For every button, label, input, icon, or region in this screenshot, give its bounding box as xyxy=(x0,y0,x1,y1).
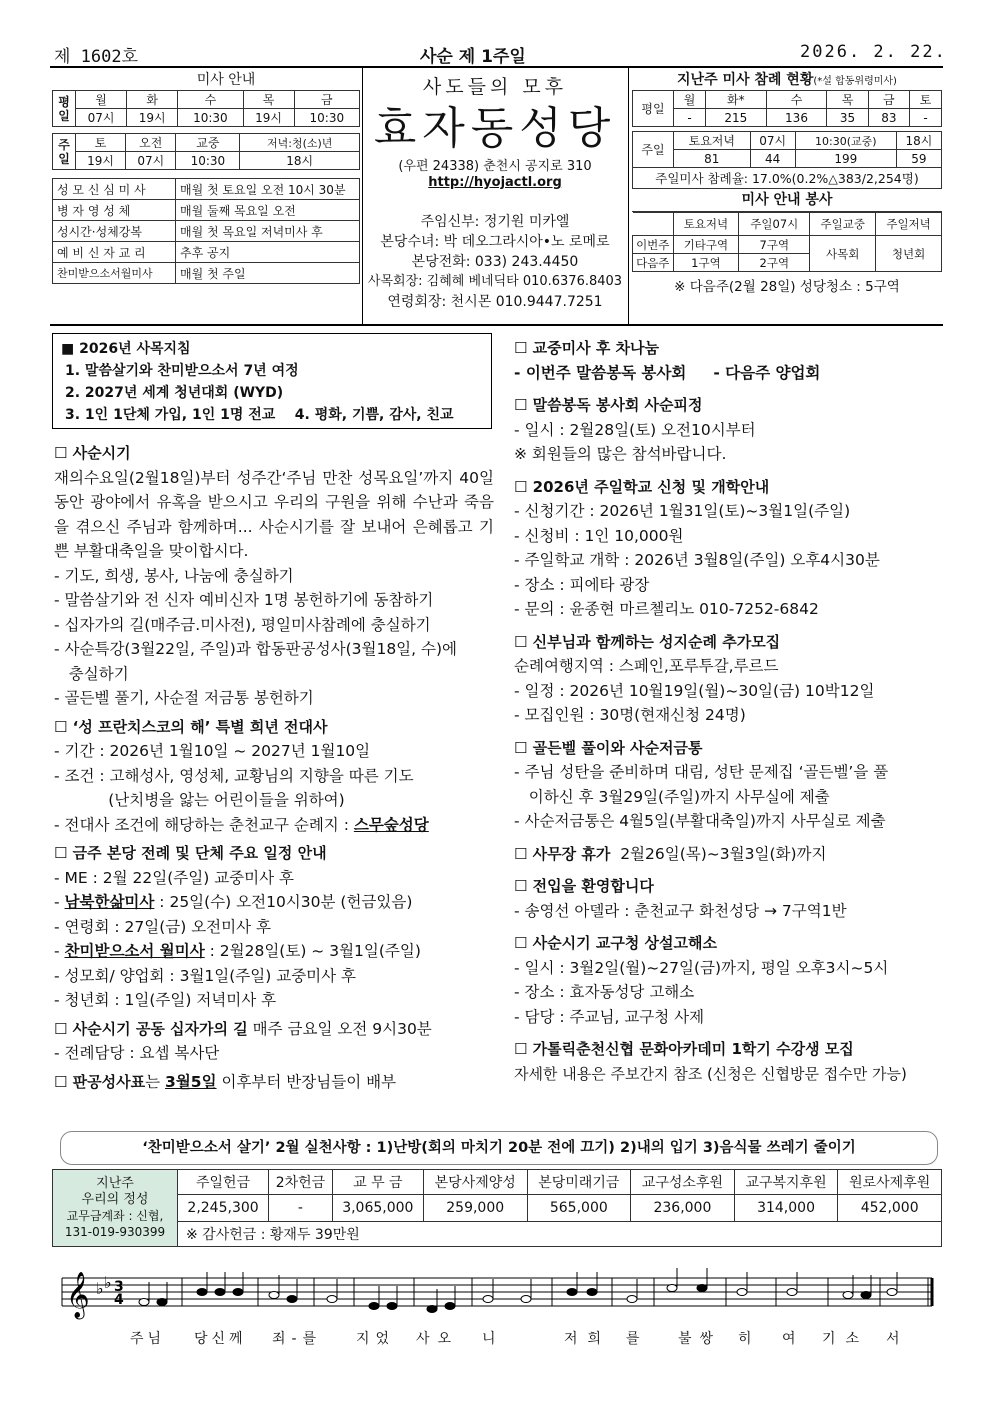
week-item-text: - 연령회 : 27일(금) 오전미사 후 xyxy=(54,917,271,936)
staff-line: 사목회장: 김혜혜 베네딕타 010.6376.8403 xyxy=(367,274,623,289)
offering-value: 2,245,300 xyxy=(178,1195,269,1222)
service-main-mass: 사목회 xyxy=(810,236,876,272)
week-item-highlight: 남북한삶미사 xyxy=(64,893,155,911)
confession-card-text: 이후부터 반장님들이 배부 xyxy=(216,1072,397,1091)
jubilee-title: ☐ ‘성 프란치스코의 해’ 특별 희년 전대사 xyxy=(54,717,328,736)
service-head: 토요저녁 xyxy=(673,213,739,236)
week-item xyxy=(54,890,494,915)
service-cell: 1구역 xyxy=(673,254,739,272)
left-column xyxy=(54,441,494,1094)
offering-head: 교구성소후원 xyxy=(631,1170,735,1195)
other-mass-table xyxy=(52,178,360,284)
church-url[interactable]: http://hyojactl.org xyxy=(428,175,562,190)
attendance-panel xyxy=(632,70,942,295)
school-item: - 주일학교 개학 : 2026년 3월8일(주일) 오후4시30분 xyxy=(514,551,880,569)
service-this-week-label: 이번주 xyxy=(633,236,674,254)
service-table xyxy=(632,212,942,272)
music-note xyxy=(627,1296,637,1303)
sunday-label-1: 주 xyxy=(58,137,70,152)
policy-title: ■ 2026년 사목지침 xyxy=(61,341,191,357)
att-day: 월 xyxy=(674,91,706,109)
week-item-text: - 성모회/ 양업회 : 3월1일(주일) 교중미사 후 xyxy=(54,966,357,985)
weekday-attendance-table xyxy=(632,90,942,127)
confession-card-text: 는 xyxy=(145,1072,166,1091)
music-note xyxy=(861,1292,871,1299)
music-note xyxy=(483,1296,493,1303)
weekday-label-1: 평 xyxy=(58,94,70,109)
hymn-notation xyxy=(52,1264,942,1324)
policy-box xyxy=(52,333,492,429)
lyric: 죄-를 xyxy=(272,1331,323,1347)
sunday-attendance-table xyxy=(632,131,942,189)
hymn-lyrics xyxy=(52,1328,942,1352)
lyric: 니 xyxy=(482,1331,496,1347)
misc-value: 매월 첫 주일 xyxy=(176,263,360,284)
sunday-time-morning: 07시 xyxy=(126,152,176,170)
music-note xyxy=(567,1289,577,1296)
att-sun-head: 07시 xyxy=(750,132,795,150)
offering-value: 452,000 xyxy=(838,1195,942,1222)
sunday-time-main: 10:30 xyxy=(176,152,240,170)
confession-card-date: 3월5일 xyxy=(165,1072,217,1091)
day-fri: 금 xyxy=(294,91,359,109)
lyric: 를 xyxy=(626,1331,640,1347)
jubilee-item: (난치병을 앓는 어린이들을 위하여) xyxy=(54,791,345,809)
issue-number: 제 1602호 xyxy=(54,47,139,67)
goldenbell-title: ☐ 골든벨 풀이와 사순저금통 xyxy=(514,738,703,757)
service-cell: 7구역 xyxy=(739,236,810,254)
music-note xyxy=(445,1303,455,1310)
vacation-title: ☐ 사무장 휴가 xyxy=(514,844,611,863)
sunday-time-sat: 19시 xyxy=(76,152,126,170)
jubilee-item: - 조건 : 고해성사, 영성체, 교황님의 지향을 따른 기도 xyxy=(54,766,414,785)
att-count: 215 xyxy=(705,109,766,127)
offering-value: 236,000 xyxy=(631,1195,735,1222)
week-item-text: - ME : 2월 22일(주일) 교중미사 후 xyxy=(54,868,294,887)
jubilee-pilgrim-site: 스무숲성당 xyxy=(353,815,429,834)
time-wed: 10:30 xyxy=(178,109,243,127)
lyric: 기소 xyxy=(822,1331,870,1347)
academy-item: 자세한 내용은 주보간지 참조 (신청은 신협방문 접수만 가능) xyxy=(514,1064,907,1083)
staff-line: 연령회장: 천시몬 010.9447.7251 xyxy=(387,294,603,310)
retreat-item: ※ 회원들의 많은 참석바랍니다. xyxy=(514,445,727,463)
attendance-weekday-label: 평일 xyxy=(633,91,674,127)
offering-label-cell xyxy=(53,1170,178,1247)
day-tue: 화 xyxy=(127,91,178,109)
lyric: 여 xyxy=(782,1331,796,1347)
day-mon: 월 xyxy=(76,91,127,109)
attendance-note: (*설 합동위령미사) xyxy=(813,76,897,87)
lent-item: 충실하기 xyxy=(54,664,129,683)
music-note xyxy=(369,1303,379,1310)
att-sun-count: 199 xyxy=(795,150,896,168)
academy-title: ☐ 가톨릭춘천신협 문화아카데미 1학기 수강생 모집 xyxy=(514,1040,854,1058)
tea-title: ☐ 교중미사 후 차나눔 xyxy=(514,339,660,357)
lyric: 사오 xyxy=(416,1331,460,1347)
misc-key: 성 모 신 심 미 사 xyxy=(53,179,176,200)
practice-banner: ‘찬미받으소서 살기’ 2월 실천사항 : 1)난방(회의 마치기 20분 전에 끄기) 2)내의 입기 3)음식물 쓰레기 줄이기 xyxy=(60,1131,938,1165)
church-address: (우편 24338) 춘천시 공지로 310 xyxy=(398,159,592,174)
misc-key: 예 비 신 자 교 리 xyxy=(53,242,176,263)
music-note xyxy=(737,1289,747,1296)
music-note xyxy=(233,1289,243,1296)
offering-head: 원로사제후원 xyxy=(838,1170,942,1195)
att-sun-head: 토요저녁 xyxy=(674,132,751,150)
misc-key: 성시간·성체강복 xyxy=(53,221,176,242)
issue-date: 2026. 2. 22. xyxy=(800,42,947,62)
policy-item: 2. 2027년 세계 청년대회 (WYD) xyxy=(65,385,284,401)
att-count: - xyxy=(910,109,942,127)
service-head: 주일07시 xyxy=(739,213,810,236)
music-note xyxy=(197,1289,207,1296)
offering-value: 314,000 xyxy=(734,1195,838,1222)
offering-head: 교 무 금 xyxy=(332,1170,423,1195)
svg-text:𝄞: 𝄞 xyxy=(66,1272,90,1318)
offering-label: 지난주 xyxy=(96,1176,134,1191)
offering-account: 교무금계좌 : 신협, xyxy=(66,1209,164,1223)
offering-panel xyxy=(52,1169,942,1247)
music-note xyxy=(887,1289,897,1296)
service-cell: 기타구역 xyxy=(673,236,739,254)
staff-line: 본당전화: 033) 243.4450 xyxy=(411,254,579,270)
confession-item: - 장소 : 효자동성당 고해소 xyxy=(514,983,695,1001)
att-count: 83 xyxy=(868,109,909,127)
lyric: 주님 xyxy=(130,1331,166,1347)
school-item: - 장소 : 피에타 광장 xyxy=(514,575,650,594)
jubilee-pilgrim-label: - 전대사 조건에 해당하는 춘천교구 순례지 : xyxy=(54,815,354,834)
att-sun-count: 59 xyxy=(896,150,941,168)
time-fri: 10:30 xyxy=(294,109,359,127)
goldenbell-item: 이하신 후 3월29일(주일)까지 사무실에 제출 xyxy=(514,787,830,806)
school-item: - 신청기간 : 2026년 1월31일(토)~3월1일(주일) xyxy=(514,502,851,520)
service-head: 주일교중 xyxy=(810,213,876,236)
staff-line: 주임신부: 정기원 미카엘 xyxy=(420,214,570,230)
music-note xyxy=(387,1303,397,1310)
offering-head: 교구복지후원 xyxy=(734,1170,838,1195)
att-count: 136 xyxy=(766,109,827,127)
day-thu: 목 xyxy=(243,91,294,109)
sunday-head-sat: 토 xyxy=(76,134,126,152)
misc-value: 매월 둘째 목요일 오전 xyxy=(176,200,360,221)
liturgical-week: 사순 제 1주일 xyxy=(420,47,526,67)
mass-info-title: 미사 안내 xyxy=(196,72,256,88)
cross-item: - 전례담당 : 요셉 복사단 xyxy=(54,1044,220,1062)
att-day: 토 xyxy=(910,91,942,109)
music-note xyxy=(787,1289,797,1296)
att-sun-count: 81 xyxy=(674,150,751,168)
retreat-title: ☐ 말씀봉독 봉사회 사순피정 xyxy=(514,396,703,414)
week-item xyxy=(54,964,494,989)
school-item: - 문의 : 윤종현 마르첼리노 010-7252-6842 xyxy=(514,600,819,618)
music-note xyxy=(697,1285,707,1292)
cross-title: ☐ 사순시기 공동 십자가의 길 xyxy=(54,1019,248,1038)
att-day: 금 xyxy=(868,91,909,109)
offering-table xyxy=(52,1169,942,1247)
church-staff xyxy=(364,212,626,312)
offering-head: 본당미래기금 xyxy=(527,1170,631,1195)
music-note xyxy=(587,1289,597,1296)
week-item-text: - xyxy=(54,893,65,911)
pilgrimage-title: ☐ 신부님과 함께하는 성지순례 추가모집 xyxy=(514,632,781,651)
mass-info-panel xyxy=(52,70,360,284)
pilgrimage-item: - 일정 : 2026년 10월19일(월)~30일(금) 10박12일 xyxy=(514,681,875,700)
music-staff xyxy=(52,1264,942,1364)
sunday-label-2: 일 xyxy=(58,151,70,166)
att-sun-count: 44 xyxy=(750,150,795,168)
lyric: 당신께 xyxy=(194,1331,247,1347)
school-title: ☐ 2026년 주일학교 신청 및 개학안내 xyxy=(514,477,770,496)
att-day: 화* xyxy=(705,91,766,109)
misc-key: 병 자 영 성 체 xyxy=(53,200,176,221)
music-note xyxy=(157,1299,167,1306)
weekday-label-2: 일 xyxy=(58,108,70,123)
service-evening-mass: 청년회 xyxy=(876,236,942,272)
goldenbell-item: - 주님 성탄을 준비하며 대림, 성탄 문제집 ‘골든벨’을 풀 xyxy=(514,763,889,781)
offering-value: 259,000 xyxy=(423,1195,527,1222)
confession-card-title: ☐ 판공성사표 xyxy=(54,1072,146,1091)
music-note xyxy=(215,1289,225,1296)
att-sun-head: 10:30(교중) xyxy=(795,132,896,150)
attendance-rate: 주일미사 참례율: 17.0%(0.2%△383/2,254명) xyxy=(633,168,942,189)
lyric: 저희 xyxy=(564,1331,612,1347)
jubilee-item: - 기간 : 2026년 1월10일 ~ 2027년 1월10일 xyxy=(54,742,371,760)
offering-account: 131-019-930399 xyxy=(64,1225,166,1239)
att-sun-head: 18시 xyxy=(896,132,941,150)
policy-item: 1. 말씀살기와 찬미받으소서 7년 여정 xyxy=(65,363,299,379)
week-item xyxy=(54,939,494,964)
tea-line: - 이번주 말씀봉독 봉사회 - 다음주 양업회 xyxy=(514,363,821,382)
svg-text:4: 4 xyxy=(114,1292,124,1308)
offering-value: 565,000 xyxy=(527,1195,631,1222)
confession-item: - 담당 : 주교님, 교구청 사제 xyxy=(514,1007,705,1026)
svg-text:♭: ♭ xyxy=(96,1279,104,1298)
week-item xyxy=(54,988,494,1013)
pilgrimage-item: 순례여행지역 : 스페인,포루투갈,루르드 xyxy=(514,657,779,675)
week-item-text: - xyxy=(54,942,65,960)
offering-value: 3,065,000 xyxy=(332,1195,423,1222)
att-day: 목 xyxy=(827,91,868,109)
goldenbell-item: - 사순저금통은 4월5일(부활대축일)까지 사무실로 제출 xyxy=(514,812,886,830)
school-item: - 신청비 : 1인 10,000원 xyxy=(514,526,684,545)
thanks-offering: ※ 감사헌금 : 황재두 39만원 xyxy=(178,1222,942,1247)
cross-time: 매주 금요일 오전 9시30분 xyxy=(247,1019,432,1038)
att-day: 수 xyxy=(766,91,827,109)
confession-title: ☐ 사순시기 교구청 상설고해소 xyxy=(514,934,717,952)
vacation-dates: 2월26일(목)~3월3일(화)까지 xyxy=(610,844,827,863)
lyric: 히 xyxy=(738,1331,752,1347)
lent-item: - 기도, 희생, 봉사, 나눔에 충실하기 xyxy=(54,566,294,585)
music-note xyxy=(139,1299,149,1306)
week-item-text: : 2월28일(토) ~ 3월1일(주일) xyxy=(204,942,421,960)
attendance-title: 지난주 미사 참례 현황 xyxy=(677,72,814,88)
week-item xyxy=(54,915,494,940)
lent-item: - 골든벨 풀기, 사순절 저금통 봉헌하기 xyxy=(54,689,314,707)
jubilee-item xyxy=(54,813,494,838)
offering-label: 우리의 정성 xyxy=(81,1192,149,1207)
lent-item: - 말씀살기와 전 신자 예비신자 1명 봉헌하기에 동참하기 xyxy=(54,591,434,609)
confession-item: - 일시 : 3월2일(월)~27일(금)까지, 평일 오후3시~5시 xyxy=(514,958,889,977)
offering-value: - xyxy=(269,1195,333,1222)
weekday-mass-table xyxy=(52,90,360,127)
church-slogan: 사도들의 모후 xyxy=(422,76,568,98)
att-count: - xyxy=(674,109,706,127)
sunday-head-main: 교중 xyxy=(176,134,240,152)
music-note xyxy=(269,1292,279,1299)
lent-paragraph: 재의수요일(2월18일)부터 성주간‘주님 만찬 성목요일’까지 40일동안 광야에서 유혹을 받으시고 우리의 구원을 위해 수난과 죽음을 겪으신 주님과 함께하며... 사순시기를 잘 보내어 은혜롭고 기쁜 부활대축일을 맞이합시다. xyxy=(54,468,494,560)
offering-head: 2차헌금 xyxy=(269,1170,333,1195)
lent-item: - 사순특강(3월22일, 주일)과 합동판공성사(3월18일, 수)에 xyxy=(54,640,458,658)
misc-value: 매월 첫 토요일 오전 10시 30분 xyxy=(176,179,360,200)
misc-key: 찬미받으소서월미사 xyxy=(53,263,176,284)
retreat-item: - 일시 : 2월28일(토) 오전10시부터 xyxy=(514,420,756,439)
policy-item: 3. 1인 1단체 가입, 1인 1명 전교 4. 평화, 기쁨, 감사, 친교 xyxy=(65,407,454,423)
lyric: 서 xyxy=(886,1331,900,1347)
week-item-text: - 청년회 : 1일(주일) 저녁미사 후 xyxy=(54,991,277,1009)
week-item xyxy=(54,866,494,891)
offering-head: 주일헌금 xyxy=(178,1170,269,1195)
day-wed: 수 xyxy=(178,91,243,109)
music-note xyxy=(287,1296,297,1303)
staff-line: 본당수녀: 박 데오그라시아•노 로메로 xyxy=(380,234,610,250)
music-note xyxy=(521,1296,531,1303)
week-item-text: : 25일(수) 오전10시30분 (헌금있음) xyxy=(154,893,413,911)
sunday-mass-table xyxy=(52,133,360,170)
lent-item: - 십자가의 길(매주금.미사전), 평일미사참례에 충실하기 xyxy=(54,615,431,634)
music-note xyxy=(427,1306,437,1313)
lyric: 불쌍 xyxy=(678,1331,722,1347)
service-next-week-label: 다음주 xyxy=(633,254,674,272)
lent-title: ☐ 사순시기 xyxy=(54,444,131,462)
welcome-title: ☐ 전입을 환영합니다 xyxy=(514,877,654,895)
music-note xyxy=(327,1296,337,1303)
time-mon: 07시 xyxy=(76,109,127,127)
att-count: 35 xyxy=(827,109,868,127)
lyric: 지었 xyxy=(356,1331,396,1347)
sunday-time-evening: 18시 xyxy=(240,152,360,170)
sunday-head-evening: 저녁:청(소)년 xyxy=(240,134,360,152)
service-title: 미사 안내 봉사 xyxy=(632,189,942,212)
church-name: 효자동성당 xyxy=(373,103,617,154)
week-item-highlight: 찬미받으소서 월미사 xyxy=(64,942,205,960)
right-column xyxy=(514,336,944,1086)
service-head: 주일저녁 xyxy=(876,213,942,236)
week-schedule-title: ☐ 금주 본당 전례 및 단체 주요 일정 안내 xyxy=(54,844,327,862)
cleaning-notice: ※ 다음주(2월 28일) 성당청소 : 5구역 xyxy=(674,279,900,295)
time-thu: 19시 xyxy=(243,109,294,127)
misc-value: 추후 공지 xyxy=(176,242,360,263)
svg-text:3: 3 xyxy=(114,1279,124,1295)
offering-head: 본당사제양성 xyxy=(423,1170,527,1195)
sunday-head-morning: 오전 xyxy=(126,134,176,152)
welcome-item: - 송영선 아델라 : 춘천교구 화천성당 → 7구역1반 xyxy=(514,901,847,920)
pilgrimage-item: - 모집인원 : 30명(현재신청 24명) xyxy=(514,706,746,724)
time-tue: 19시 xyxy=(127,109,178,127)
music-note xyxy=(667,1285,677,1292)
svg-text:♭: ♭ xyxy=(104,1273,112,1292)
misc-value: 매월 첫 목요일 저녁미사 후 xyxy=(176,221,360,242)
service-cell: 2구역 xyxy=(739,254,810,272)
music-note xyxy=(843,1292,853,1299)
attendance-sunday-label: 주일 xyxy=(633,132,674,168)
